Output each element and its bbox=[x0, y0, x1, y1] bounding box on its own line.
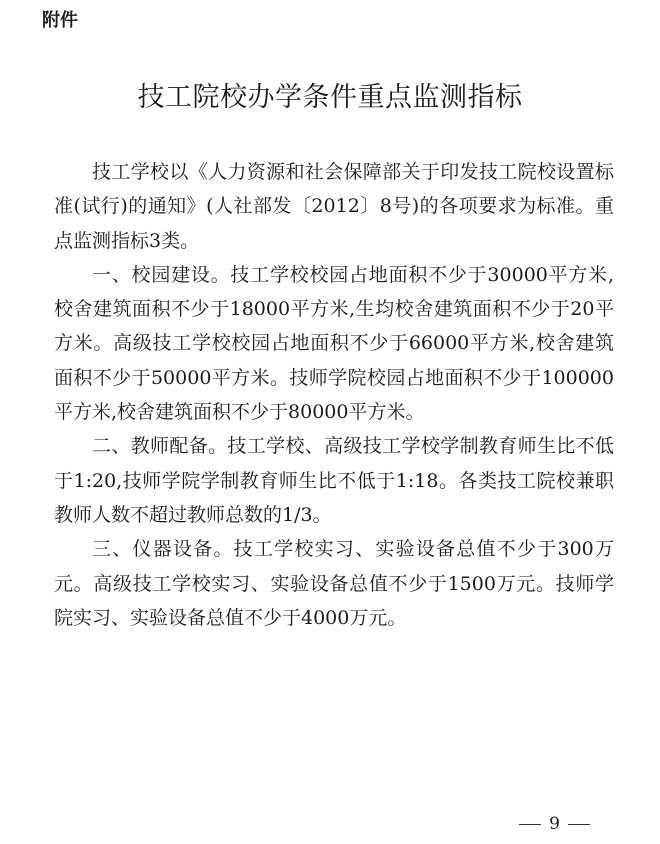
document-body bbox=[54, 155, 614, 635]
document-title: 技工院校办学条件重点监测指标 bbox=[137, 82, 523, 113]
equipment-paragraph: 三、仪器设备。技工学校实习、实验设备总值不少于300万元。高级技工学校实习、实验设备总值不少于1500万元。技师学院实习、实验设备总值不少于4000万元。 bbox=[54, 538, 614, 629]
attachment-label: 附件 bbox=[42, 10, 78, 31]
page-number: 9 bbox=[549, 814, 560, 834]
teacher-staffing-paragraph: 二、教师配备。技工学校、高级技工学校学制教育师生比不低于1:20,技师学院学制教育师生比不低于1:18。各类技工院校兼职教师人数不超过教师总数的1/3。 bbox=[54, 435, 614, 526]
page-dash-right bbox=[568, 824, 590, 825]
campus-construction-paragraph: 一、校园建设。技工学校校园占地面积不少于30000平方米,校舍建筑面积不少于18000平方米,生均校舍建筑面积不少于20平方米。高级技工学校校园占地面积不少于66000平方米,校舍建筑面积不少于50000平方米。技师学院校园占地面积不少于100000平方米,校舍建筑面积不少于80000平方米。 bbox=[54, 263, 614, 424]
intro-paragraph: 技工学校以《人力资源和社会保障部关于印发技工院校设置标准(试行)的通知》(人社部发〔2012〕8号)的各项要求为标准。重点监测指标3类。 bbox=[54, 161, 614, 252]
page-footer bbox=[519, 812, 590, 836]
page-dash-left bbox=[519, 824, 541, 825]
